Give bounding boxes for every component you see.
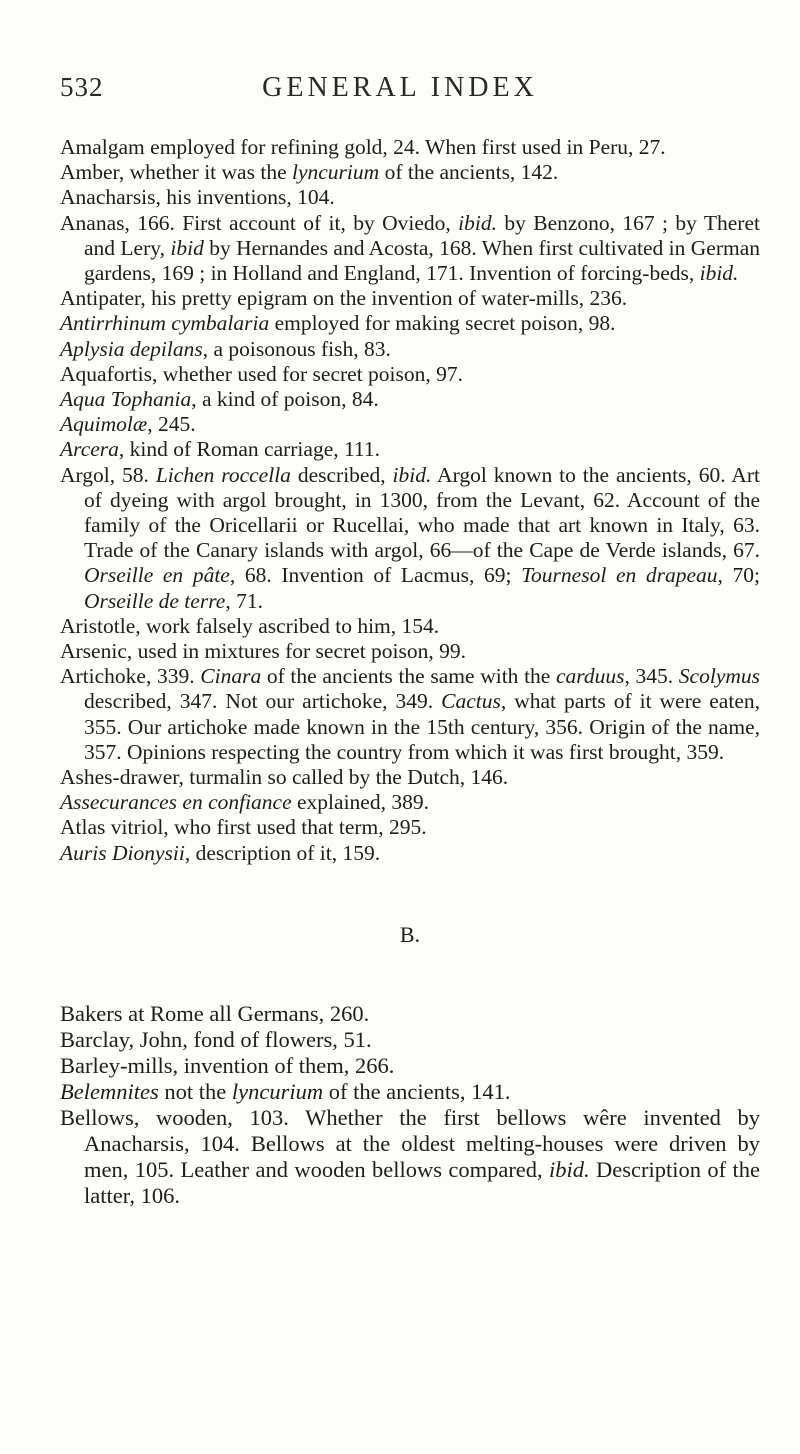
index-entry: Ananas, 166. First account of it, by Oviedo, ibid. by Benzono, 167 ; by Theret and Lery, ibid by Hernandes and Acosta, 168. When first cultivated in German gardens, 169 ; in Holland and England, 171. Invention of forcing-beds, ibid.	[60, 210, 761, 286]
index-entry: Bellows, wooden, 103. Whether the first bellows wêre invented by Anacharsis, 104. Bellows at the oldest melting-houses were driven by men, 105. Leather and wooden bellows compared, ibid. Description of the latter, 106.	[60, 1105, 760, 1209]
index-section-b	[60, 1001, 760, 1209]
index-entry: Aquafortis, whether used for secret poison, 97.	[60, 361, 464, 386]
index-entry: Belemnites not the lyncurium of the ancients, 141.	[60, 1079, 511, 1105]
index-entry: Argol, 58. Lichen roccella described, ibid. Argol known to the ancients, 60. Art of dyeing with argol brought, in 1300, from the Levant, 62. Account of the family of the Oricellarii or Rucellai, who made that art known in Italy, 63. Trade of the Canary islands with argol, 66—of the Cape de Verde islands, 67. Orseille en pâte, 68. Invention of Lacmus, 69; Tournesol en drapeau, 70; Orseille de terre, 71.	[60, 462, 761, 613]
index-entry: Amalgam employed for refining gold, 24. When first used in Peru, 27.	[60, 135, 666, 159]
index-entry: Auris Dionysii, description of it, 159.	[60, 840, 381, 865]
index-body	[60, 135, 760, 1209]
index-entry: Aquimolæ, 245.	[60, 412, 196, 437]
index-entry: Amber, whether it was the lyncurium of the ancients, 142.	[60, 160, 559, 185]
index-entry: Arcera, kind of Roman carriage, 111.	[60, 437, 381, 462]
page-number: 532	[60, 72, 104, 102]
index-entry: Barley-mills, invention of them, 266.	[60, 1053, 395, 1079]
index-section-a	[60, 135, 760, 866]
index-entry: Antirrhinum cymbalaria employed for making secret poison, 98.	[60, 311, 616, 336]
index-entry: Antipater, his pretty epigram on the invention of water-mills, 236.	[60, 286, 628, 311]
index-entry: Aplysia depilans, a poisonous fish, 83.	[60, 336, 391, 361]
page-header	[0, 72, 800, 112]
index-entry: Barclay, John, fond of flowers, 51.	[60, 1027, 372, 1053]
index-entry: Assecurances en confiance explained, 389.	[60, 790, 429, 815]
index-entry: Arsenic, used in mixtures for secret poison, 99.	[60, 639, 467, 664]
section-heading-b: B.	[399, 921, 421, 947]
running-title: GENERAL INDEX	[262, 72, 538, 103]
index-entry: Bakers at Rome all Germans, 260.	[60, 1001, 370, 1027]
index-entry: Artichoke, 339. Cinara of the ancients the same with the carduus, 345. Scolymus described, 347. Not our artichoke, 349. Cactus, what parts of it were eaten, 355. Our artichoke made known in the 15th century, 356. Origin of the name, 357. Opinions respecting the country from which it was first brought, 359.	[60, 664, 760, 764]
index-entry: Aqua Tophania, a kind of poison, 84.	[60, 387, 379, 412]
index-entry: Atlas vitriol, who first used that term, 295.	[60, 815, 427, 840]
index-entry: Ashes-drawer, turmalin so called by the Dutch, 146.	[60, 765, 509, 790]
index-entry: Aristotle, work falsely ascribed to him, 154.	[60, 613, 440, 638]
index-entry: Anacharsis, his inventions, 104.	[60, 185, 335, 210]
